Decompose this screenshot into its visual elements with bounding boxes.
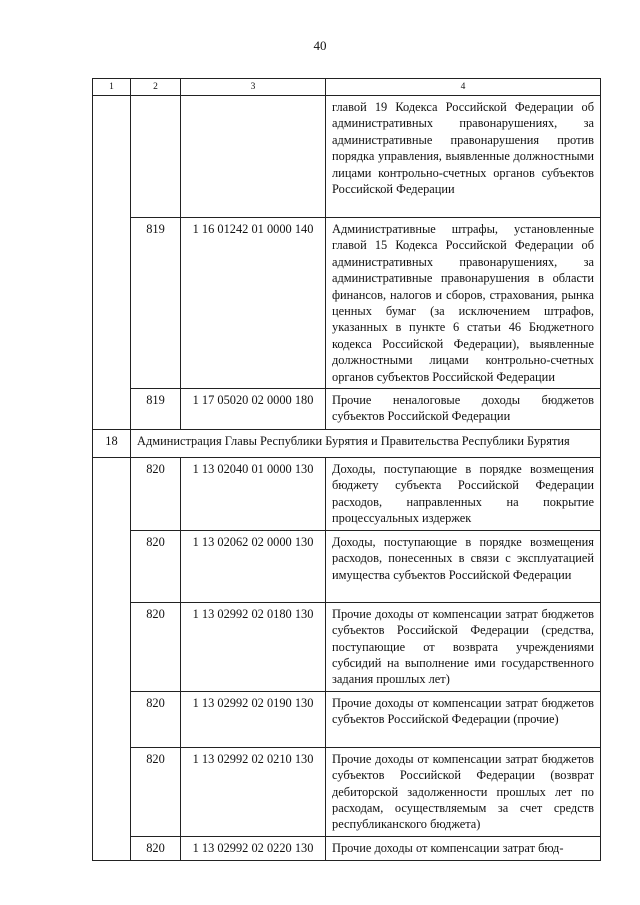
admin-code-cell: 820 bbox=[131, 836, 181, 860]
admin-code-cell: 820 bbox=[131, 691, 181, 747]
column-number: 1 bbox=[93, 79, 131, 96]
group-number: 18 bbox=[93, 430, 131, 458]
kbk-code-cell: 1 13 02992 02 0190 130 bbox=[181, 691, 326, 747]
table-row bbox=[93, 602, 601, 691]
column-number-row bbox=[93, 79, 601, 96]
table-row bbox=[93, 96, 601, 218]
kbk-code-cell: 1 13 02992 02 0210 130 bbox=[181, 747, 326, 836]
table-row bbox=[93, 836, 601, 860]
admin-code-cell: 819 bbox=[131, 389, 181, 430]
admin-code-cell: 820 bbox=[131, 747, 181, 836]
table-row bbox=[93, 530, 601, 602]
admin-code-cell: 819 bbox=[131, 218, 181, 389]
revenue-classification-table bbox=[92, 78, 601, 861]
revenue-description-cell: главой 19 Кодекса Российской Федерации об административных правонарушениях, за административные правонарушения против порядка управления, выявленные должностными лицами контрольно-счетных органов субъектов Российской Федерации bbox=[326, 96, 601, 218]
page-number: 40 bbox=[313, 38, 327, 53]
admin-code-cell: 820 bbox=[131, 458, 181, 531]
table-row bbox=[93, 691, 601, 747]
revenue-description-cell: Прочие неналоговые доходы бюджетов субъектов Российской Федерации bbox=[326, 389, 601, 430]
admin-code-cell: 820 bbox=[131, 530, 181, 602]
revenue-description-cell: Доходы, поступающие в порядке возмещения расходов, понесенных в связи с эксплуатацией имущества субъектов Российской Федерации bbox=[326, 530, 601, 602]
kbk-code-cell: 1 13 02062 02 0000 130 bbox=[181, 530, 326, 602]
column-number: 4 bbox=[326, 79, 601, 96]
revenue-description-cell: Прочие доходы от компенсации затрат бюд- bbox=[326, 836, 601, 860]
group-number-cell bbox=[93, 458, 131, 861]
table-row bbox=[93, 218, 601, 389]
revenue-description-cell: Административные штрафы, установленные главой 15 Кодекса Российской Федерации об административных правонарушениях, за административные правонарушения в области финансов, налогов и сборов, страхования, рынка ценных бумаг (за исключением штрафов, указанных в пункте 6 статьи 46 Бюджетного кодекса Российской Федерации), выявленные должностными лицами контрольно-счетных органов субъектов Российской Федерации bbox=[326, 218, 601, 389]
kbk-code-cell: 1 13 02040 01 0000 130 bbox=[181, 458, 326, 531]
group-header-row bbox=[93, 430, 601, 458]
revenue-description-cell: Прочие доходы от компенсации затрат бюджетов субъектов Российской Федерации (средства, поступающие от возврата учреждениями субсидий на выполнение ими государственного задания прошлых лет) bbox=[326, 602, 601, 691]
table-row bbox=[93, 458, 601, 531]
admin-code-cell bbox=[131, 96, 181, 218]
kbk-code-cell: 1 16 01242 01 0000 140 bbox=[181, 218, 326, 389]
column-number: 2 bbox=[131, 79, 181, 96]
kbk-code-cell: 1 13 02992 02 0180 130 bbox=[181, 602, 326, 691]
kbk-code-cell bbox=[181, 96, 326, 218]
admin-code-cell: 820 bbox=[131, 602, 181, 691]
kbk-code-cell: 1 13 02992 02 0220 130 bbox=[181, 836, 326, 860]
table-row bbox=[93, 747, 601, 836]
kbk-code-cell: 1 17 05020 02 0000 180 bbox=[181, 389, 326, 430]
column-number: 3 bbox=[181, 79, 326, 96]
group-number-cell bbox=[93, 96, 131, 430]
revenue-description-cell: Доходы, поступающие в порядке возмещения бюджету субъекта Российской Федерации расходов, направленных на покрытие процессуальных издержек bbox=[326, 458, 601, 531]
group-name: Администрация Главы Республики Бурятия и Правительства Республики Бурятия bbox=[131, 430, 601, 458]
table-row bbox=[93, 389, 601, 430]
revenue-description-cell: Прочие доходы от компенсации затрат бюджетов субъектов Российской Федерации (возврат дебиторской задолженности прошлых лет по расходам, осуществляемым за счет средств республиканского бюджета) bbox=[326, 747, 601, 836]
revenue-description-cell: Прочие доходы от компенсации затрат бюджетов субъектов Российской Федерации (прочие) bbox=[326, 691, 601, 747]
